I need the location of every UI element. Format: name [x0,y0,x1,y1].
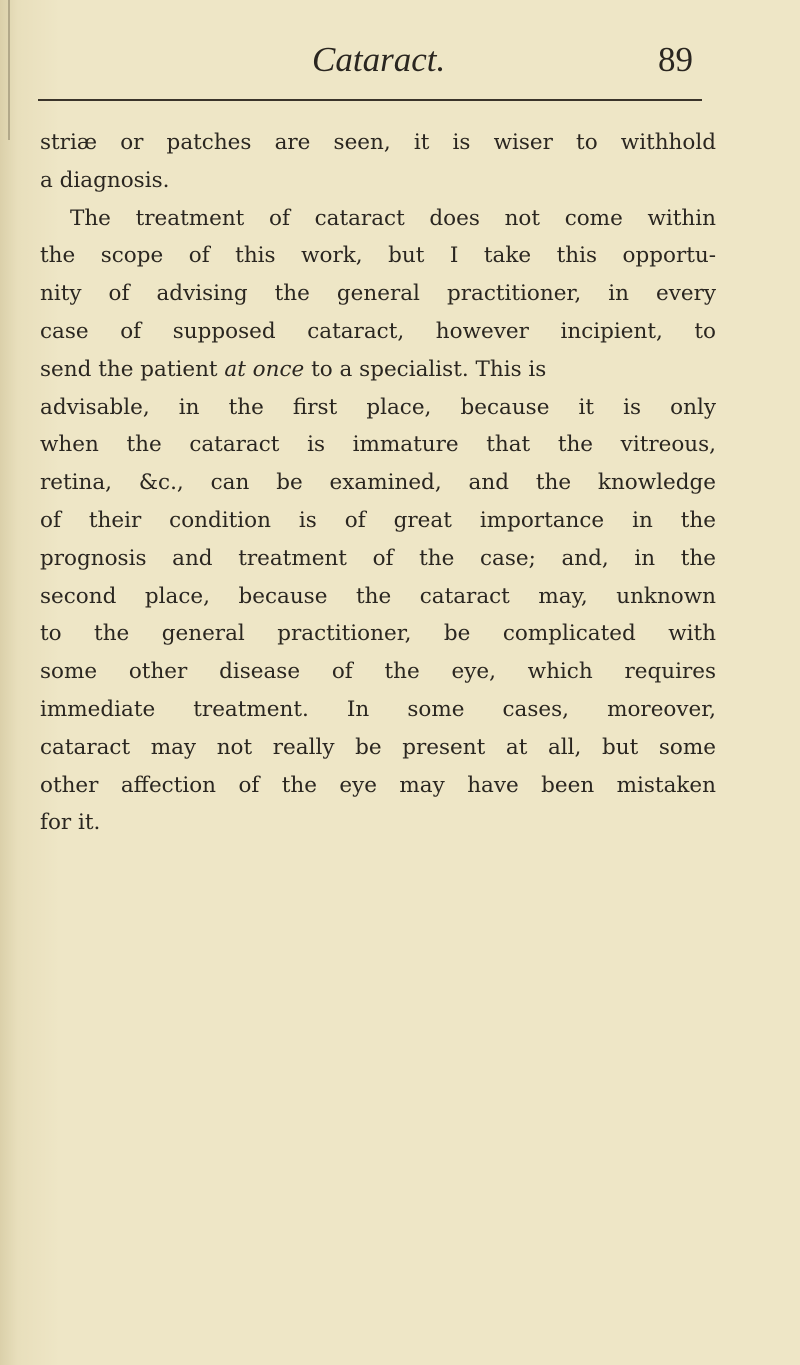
paragraph-continued [40,124,716,200]
text-line: the scope of this work, but I take this opportu- [40,243,716,269]
text-line: immediate treatment. In some cases, moreover, [40,696,716,722]
text-line: striæ or patches are seen, it is wiser to withhold [40,130,716,155]
page-number: 89 [658,40,693,79]
text-line: some other disease of the eye, which requires [40,659,716,685]
text-line: nity of advising the general practitioner, in every [40,281,716,307]
text-line: retina, &c., can be examined, and the knowledge [40,470,716,496]
text-segment: send the patient [40,356,225,382]
text-segment: to a specialist. This is [304,356,547,382]
text-line: cataract may not really be present at all, but some [40,734,716,760]
running-header [0,40,800,88]
text-line: to the general practitioner, be complicated with [40,621,716,647]
emphasis-text: at once [224,356,305,382]
paragraph-treatment [40,200,716,843]
text-line: when the cataract is immature that the vitreous, [40,432,716,458]
body-text [40,124,716,842]
text-line [40,351,716,389]
header-rule [38,99,702,101]
text-line: other affection of the eye may have been mistaken [40,772,716,798]
text-line: a diagnosis. [40,167,170,193]
running-title: Cataract. [312,40,446,79]
text-line: of their condition is of great importance in the [40,507,716,533]
text-line: prognosis and treatment of the case; and, in the [40,545,716,571]
text-line: advisable, in the first place, because it is only [40,394,716,420]
text-line: second place, because the cataract may, unknown [40,583,716,609]
text-line: case of supposed cataract, however incipient, to [40,318,716,344]
text-line: for it. [40,810,101,836]
text-line: The treatment of cataract does not come within [70,205,716,231]
